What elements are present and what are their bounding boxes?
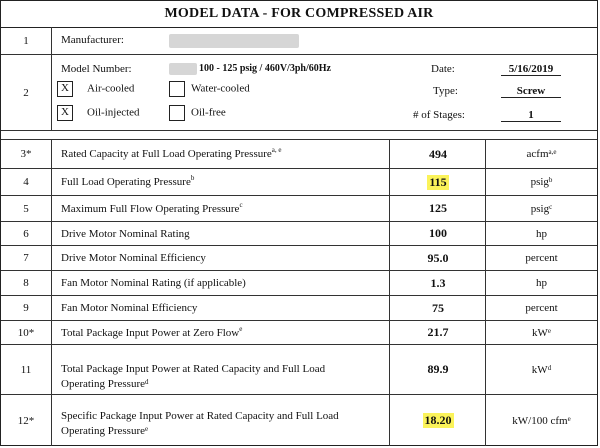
row-description: Fan Motor Nominal Rating (if applicable) [61,277,246,289]
row-unit: psig [530,202,550,215]
date-value: 5/16/2019 [501,63,561,76]
row-description-line2: Operating Pressure [61,425,146,437]
row-number: 1 [1,27,52,54]
row-description: Rated Capacity at Full Load Operating Pressure [61,148,272,160]
row-description: Maximum Full Flow Operating Pressure [61,203,240,215]
footnote-ref: e [239,325,243,333]
row-value: 100 [429,226,447,240]
row-description: Fan Motor Nominal Efficiency [61,302,198,314]
footnote-ref: e [145,425,149,433]
row-number: 9 [1,296,52,320]
unit-footnote: e [547,326,551,335]
oil-free-checkbox[interactable] [169,105,185,121]
stages-label: # of Stages: [413,109,465,121]
type-value: Screw [501,85,561,98]
data-row [1,169,597,196]
oil-injected-label: Oil-injected [87,106,140,119]
air-cooled-checkbox[interactable]: X [57,81,73,97]
row-manufacturer [1,27,597,55]
data-row [1,321,597,345]
type-label: Type: [433,85,458,97]
date-label: Date: [431,63,455,75]
row-description: Drive Motor Nominal Rating [61,228,190,240]
row-unit: hp [536,227,547,240]
row-number: 4 [1,169,52,195]
unit-footnote: a,e [548,148,557,156]
row-value: 75 [432,300,444,315]
row-number: 6 [1,222,52,245]
row-unit: kW [531,363,548,376]
footnote-ref: b [190,174,195,182]
redacted-manufacturer [169,34,299,48]
row-description-line2: Operating Pressure [61,378,146,390]
unit-footnote: b [548,176,553,184]
oil-injected-checkbox[interactable]: X [57,105,73,121]
row-description: Full Load Operating Pressure [61,176,191,188]
data-row [1,139,597,169]
row-unit: kW/100 cfm [512,414,568,427]
row-value: 89.9 [427,362,449,376]
redacted-model [169,63,197,75]
row-number: 5 [1,196,52,221]
row-value-highlighted: 18.20 [424,413,452,427]
footnote-ref: c [239,201,243,209]
row-description: Total Package Input Power at Zero Flow [61,327,240,339]
oil-free-label: Oil-free [191,106,226,119]
row-number: 3* [1,140,52,168]
row-number: 11 [1,345,52,394]
footnote-ref: d [145,378,149,386]
row-unit: percent [525,252,558,264]
row-value: 21.7 [427,325,449,339]
row-number: 10* [1,321,52,344]
unit-footnote: c [549,202,553,211]
data-row [1,395,597,446]
row-number: 8 [1,271,52,295]
row-model-info [1,55,597,131]
unit-footnote: e [567,414,571,423]
row-description-line1: Total Package Input Power at Rated Capacity and Full Load [61,363,326,375]
data-row [1,296,597,321]
row-number: 7 [1,246,52,270]
sheet-title: MODEL DATA - FOR COMPRESSED AIR [1,1,597,28]
row-value: 1.3 [430,275,446,290]
water-cooled-label: Water-cooled [191,82,250,95]
model-number-label: Model Number: [61,63,132,75]
row-description: Drive Motor Nominal Efficiency [61,252,206,264]
row-unit: psig [530,176,549,188]
data-row [1,246,597,271]
row-unit: percent [525,302,558,314]
row-value: 125 [429,201,447,215]
row-value: 494 [429,146,447,161]
water-cooled-checkbox[interactable] [169,81,185,97]
row-unit: acfm [526,148,549,160]
model-number-value: 100 - 125 psig / 460V/3ph/60Hz [199,63,331,74]
unit-footnote: d [547,363,552,372]
row-value: 95.0 [427,250,449,265]
data-row [1,222,597,246]
footnote-ref: a, e [271,146,282,154]
row-number: 2 [1,55,52,130]
data-row [1,345,597,395]
manufacturer-label: Manufacturer: [61,34,124,46]
row-value-highlighted: 115 [429,174,447,189]
row-unit: hp [536,277,547,289]
row-unit: kW [532,326,548,339]
row-description-line1: Specific Package Input Power at Rated Capacity and Full Load [61,410,339,422]
data-row [1,196,597,222]
stages-value: 1 [501,109,561,122]
air-cooled-label: Air-cooled [87,82,135,95]
row-number: 12* [1,395,52,446]
data-row [1,271,597,296]
